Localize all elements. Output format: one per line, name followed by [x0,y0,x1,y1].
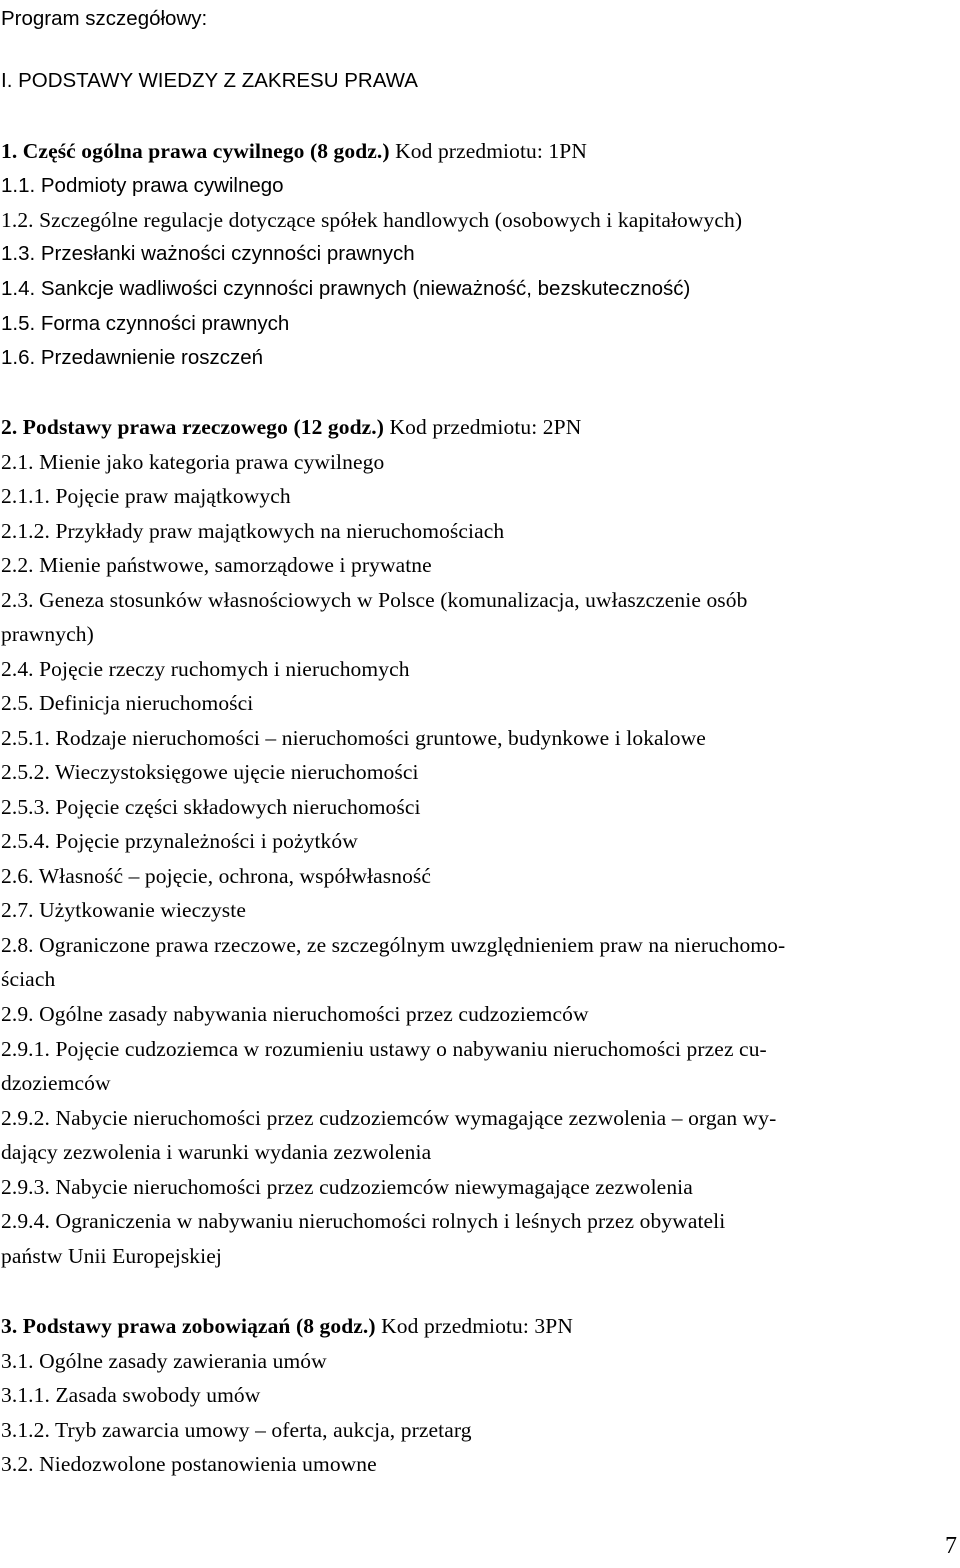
subject-3-heading [1,1313,573,1339]
list-item: 3.2. Niedozwolone postanowienia umowne [1,1452,377,1476]
list-item: 2.8. Ograniczone prawa rzeczowe, ze szczególnym uwzględnieniem praw na nieruchomo- [1,933,786,957]
subject-1-code: Kod przedmiotu: 1PN [395,139,587,163]
list-item: 1.4. Sankcje wadliwości czynności prawnych (nieważność, bezskuteczność) [1,277,691,300]
list-item: 3.1.2. Tryb zawarcia umowy – oferta, aukcja, przetarg [1,1418,472,1442]
list-item: 2.5.1. Rodzaje nieruchomości – nieruchomości gruntowe, budynkowe i lokalowe [1,726,706,750]
list-item-continued: prawnych) [1,622,94,646]
list-item: 2.2. Mienie państwowe, samorządowe i prywatne [1,553,432,577]
subject-3-code: Kod przedmiotu: 3PN [381,1314,573,1338]
list-item: 2.9.3. Nabycie nieruchomości przez cudzoziemców niewymagające zezwolenia [1,1175,693,1199]
subject-2-title: 2. Podstawy prawa rzeczowego (12 godz.) [1,415,385,439]
list-item: 2.9.1. Pojęcie cudzoziemca w rozumieniu ustawy o nabywaniu nieruchomości przez cu- [1,1037,767,1061]
list-item: 2.4. Pojęcie rzeczy ruchomych i nieruchomych [1,657,410,681]
list-item: 2.9.2. Nabycie nieruchomości przez cudzoziemców wymagające zezwolenia – organ wy- [1,1106,777,1130]
list-item: 2.9.4. Ograniczenia w nabywaniu nieruchomości rolnych i leśnych przez obywateli [1,1209,726,1233]
list-item: 1.1. Podmioty prawa cywilnego [1,174,284,197]
subject-1-title: 1. Część ogólna prawa cywilnego (8 godz.) [1,139,390,163]
list-item: 2.9. Ogólne zasady nabywania nieruchomości przez cudzoziemców [1,1002,589,1026]
section-title: I. PODSTAWY WIEDZY Z ZAKRESU PRAWA [1,69,418,92]
list-item: 2.1.1. Pojęcie praw majątkowych [1,484,291,508]
list-item: 1.3. Przesłanki ważności czynności prawnych [1,242,415,265]
list-item: 2.3. Geneza stosunków własnościowych w Polsce (komunalizacja, uwłaszczenie osób [1,588,748,612]
subject-2-heading [1,414,581,440]
page-number: 7 [945,1533,957,1559]
list-item-continued: dający zezwolenia i warunki wydania zezwolenia [1,1140,432,1164]
list-item-continued: dzoziemców [1,1071,111,1095]
list-item: 3.1.1. Zasada swobody umów [1,1383,261,1407]
list-item: 1.5. Forma czynności prawnych [1,312,290,335]
list-item: 2.5.4. Pojęcie przynależności i pożytków [1,829,358,853]
list-item: 2.7. Użytkowanie wieczyste [1,898,246,922]
list-item: 1.6. Przedawnienie roszczeń [1,346,264,369]
list-item-continued: państw Unii Europejskiej [1,1244,222,1268]
subject-2-code: Kod przedmiotu: 2PN [389,415,582,439]
list-item: 3.1. Ogólne zasady zawierania umów [1,1349,327,1373]
list-item: 2.6. Własność – pojęcie, ochrona, współwłasność [1,864,432,888]
list-item: 2.5.2. Wieczystoksięgowe ujęcie nieruchomości [1,760,419,784]
subject-1-heading [1,138,587,164]
list-item: 1.2. Szczególne regulacje dotyczące spółek handlowych (osobowych i kapitałowych) [1,208,743,232]
subject-3-title: 3. Podstawy prawa zobowiązań (8 godz.) [1,1314,376,1338]
list-item: 2.5. Definicja nieruchomości [1,691,254,715]
list-item: 2.1.2. Przykłady praw majątkowych na nieruchomościach [1,519,505,543]
list-item-continued: ściach [1,967,56,991]
list-item: 2.1. Mienie jako kategoria prawa cywilnego [1,450,385,474]
list-item: 2.5.3. Pojęcie części składowych nieruchomości [1,795,421,819]
program-heading: Program szczegółowy: [1,7,208,30]
